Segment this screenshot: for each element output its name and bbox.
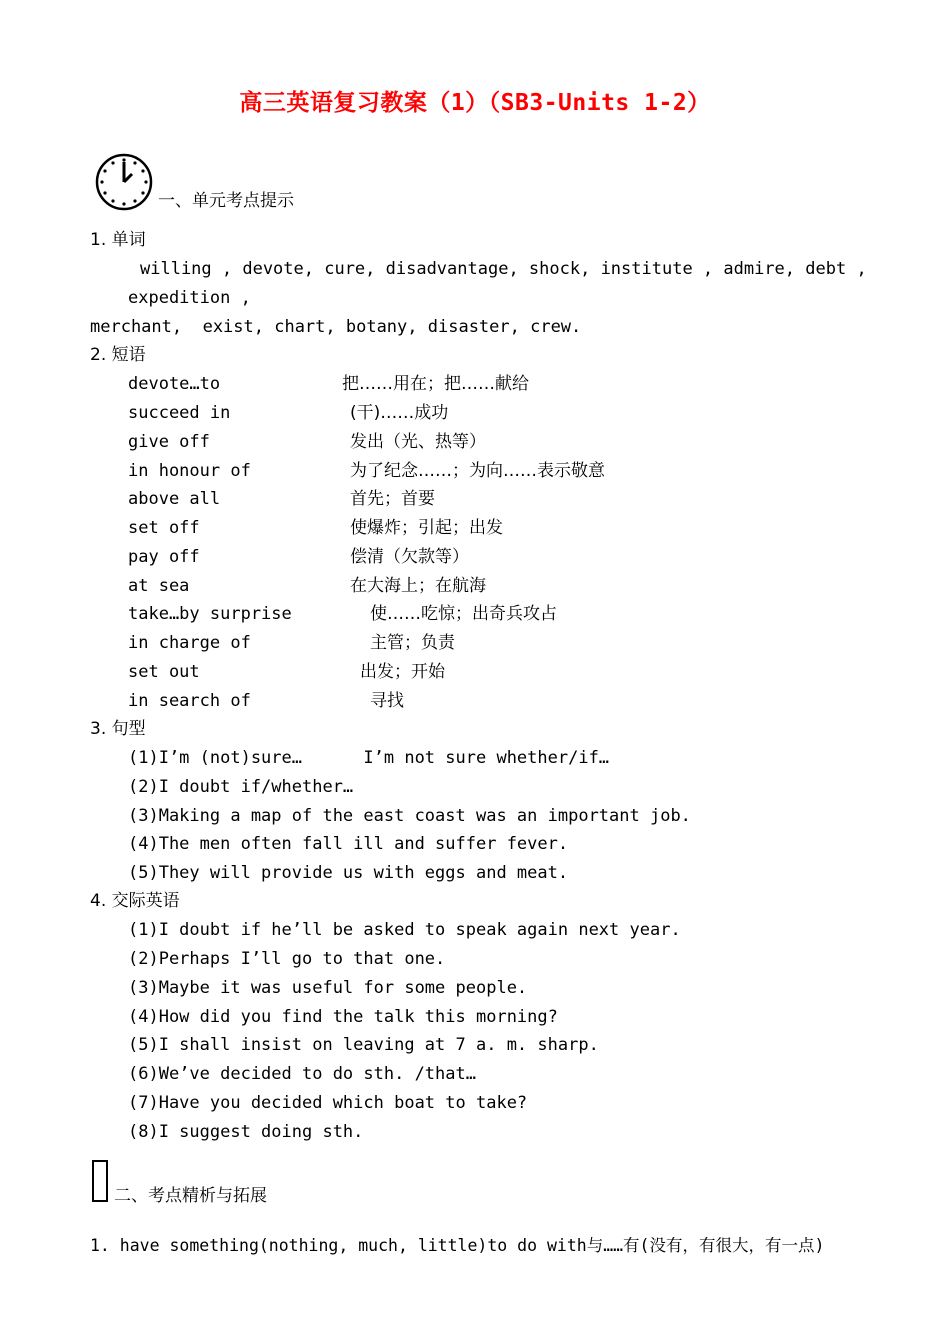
phrase-en: in search of	[128, 691, 251, 711]
phrase-cn: 为了纪念……；为向……表示敬意	[350, 461, 605, 481]
phrase-cn: 寻找	[370, 691, 404, 711]
phrase-cn: 出发；开始	[360, 662, 445, 682]
phrases-label: 2. 短语	[90, 345, 146, 365]
section2-item-1: 1. have something(nothing, much, little)to do with与……有(没有，有很大，有一点)	[90, 1236, 825, 1255]
phrase-en: take…by surprise	[128, 604, 292, 624]
pattern-item: (5)They will provide us with eggs and meat.	[128, 863, 569, 883]
phrase-en: set off	[128, 518, 200, 538]
phrase-en: pay off	[128, 547, 200, 567]
phrase-en: succeed in	[128, 403, 231, 423]
communication-item: (5)I shall insist on leaving at 7 a. m. sharp.	[128, 1035, 599, 1055]
pattern-item: (3)Making a map of the east coast was an important job.	[128, 806, 691, 826]
phrase-cn: 主管；负责	[370, 633, 455, 653]
communication-item: (7)Have you decided which boat to take?	[128, 1093, 528, 1113]
phrase-cn: 偿清（欠款等）	[350, 547, 469, 567]
phrase-en: at sea	[128, 576, 190, 596]
phrase-cn: 在大海上；在航海	[350, 576, 486, 596]
phrase-en: give off	[128, 432, 210, 452]
phrase-en: above all	[128, 489, 221, 509]
phrase-cn: 发出（光、热等）	[350, 432, 486, 452]
communication-item: (6)We’ve decided to do sth. /that…	[128, 1064, 476, 1084]
phrase-cn: 把……用在；把……献给	[342, 374, 529, 394]
phrase-cn: 使……吃惊；出奇兵攻占	[370, 604, 557, 624]
communication-item: (2)Perhaps I’ll go to that one.	[128, 949, 446, 969]
phrase-cn: (干)……成功	[350, 403, 449, 423]
phrase-en: set out	[128, 662, 200, 682]
phrase-cn: 首先；首要	[350, 489, 435, 509]
pattern-item: (1)I’m (not)sure… I’m not sure whether/if…	[128, 748, 610, 768]
communication-item: (1)I doubt if he’ll be asked to speak again next year.	[128, 920, 681, 940]
words-line-3: merchant, exist, chart, botany, disaster, crew.	[90, 317, 582, 337]
pattern-item: (2)I doubt if/whether…	[128, 777, 354, 797]
phrase-en: in honour of	[128, 461, 251, 481]
communication-item: (3)Maybe it was useful for some people.	[128, 978, 528, 998]
clock-icon	[94, 152, 154, 212]
communication-item: (4)How did you find the talk this morning?	[128, 1007, 558, 1027]
words-line-2: expedition ,	[128, 288, 251, 308]
words-line-1: willing , devote, cure, disadvantage, shock, institute , admire, debt ,	[140, 259, 867, 279]
section1-heading: 一、单元考点提示	[158, 191, 294, 211]
page-title: 高三英语复习教案（1）（SB3-Units 1-2）	[239, 90, 711, 116]
communication-label: 4. 交际英语	[90, 891, 180, 911]
phrase-cn: 使爆炸；引起；出发	[350, 518, 503, 538]
phrase-en: devote…to	[128, 374, 221, 394]
box-icon	[92, 1160, 108, 1202]
words-label: 1. 单词	[90, 230, 146, 250]
section2-heading: 二、考点精析与拓展	[114, 1186, 267, 1206]
pattern-item: (4)The men often fall ill and suffer fever.	[128, 834, 569, 854]
communication-item: (8)I suggest doing sth.	[128, 1122, 364, 1142]
patterns-label: 3. 句型	[90, 719, 146, 739]
phrase-en: in charge of	[128, 633, 251, 653]
